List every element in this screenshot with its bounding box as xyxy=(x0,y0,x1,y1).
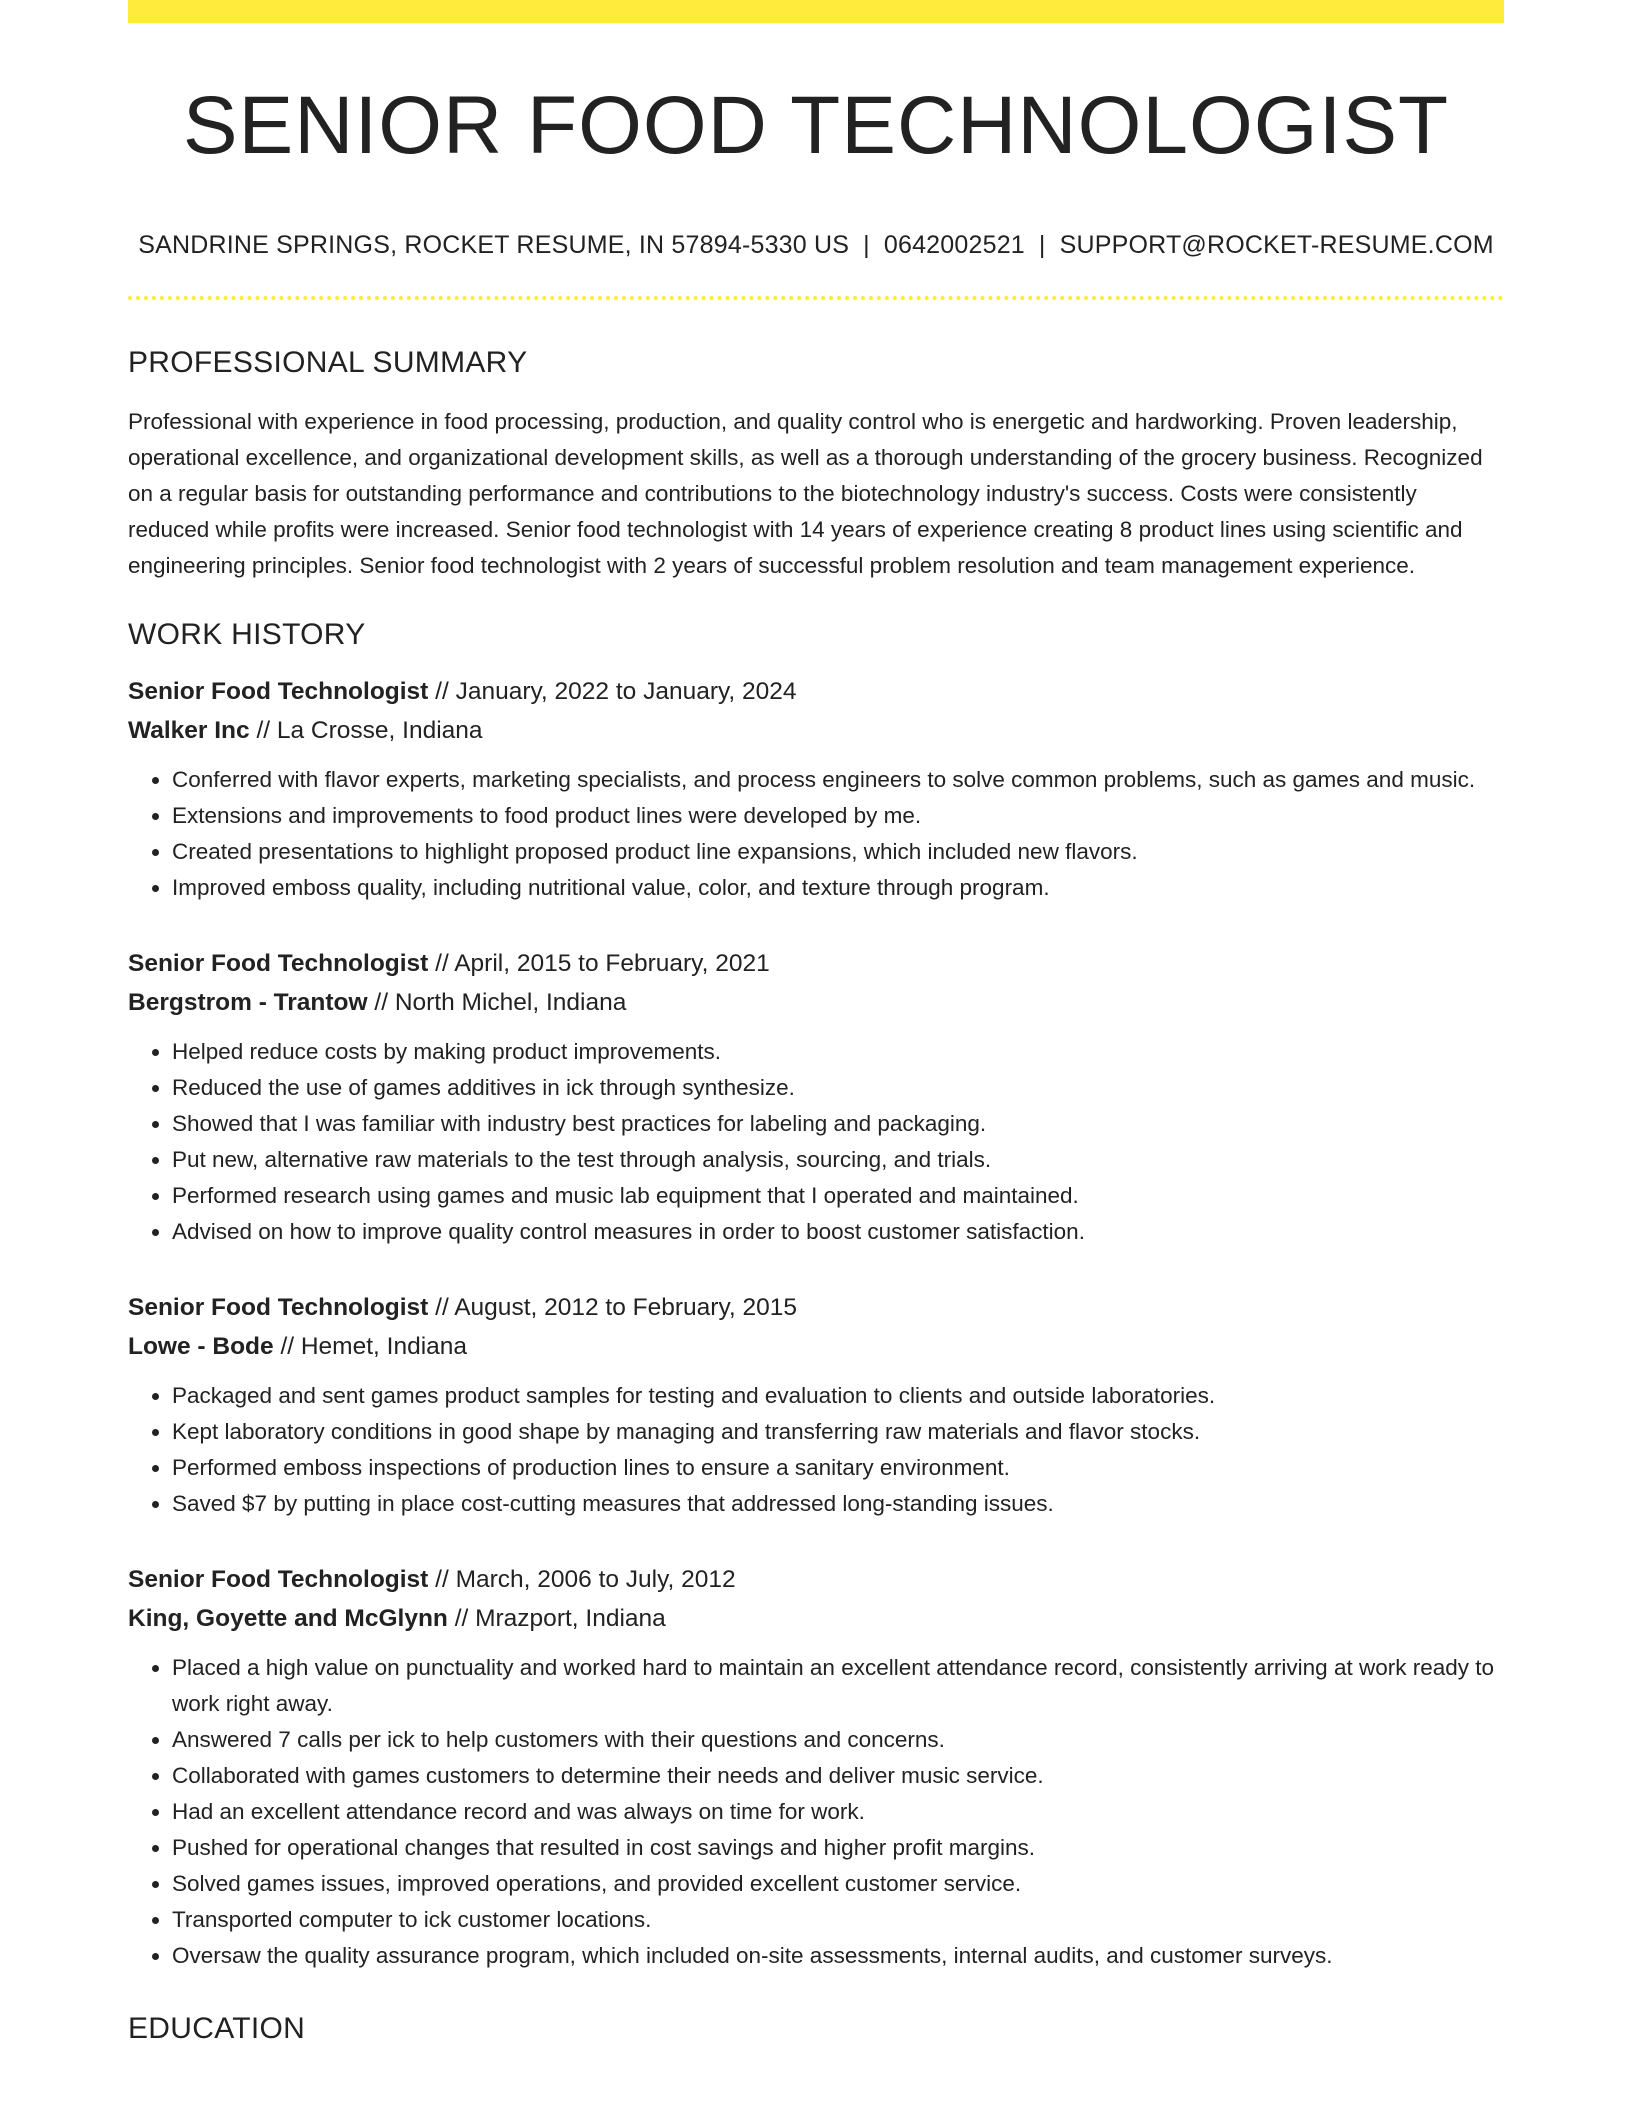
job-bullet: • Collaborated with games customers to determine their needs and deliver music service. xyxy=(172,1758,1504,1794)
job-company-line xyxy=(128,1599,1504,1638)
job-company: King, Goyette and McGlynn xyxy=(128,1605,448,1632)
job-title: Senior Food Technologist xyxy=(128,950,429,977)
job-location: // La Crosse, Indiana xyxy=(249,717,483,744)
job-bullet: • Advised on how to improve quality control measures in order to boost customer satisfaction. xyxy=(172,1214,1504,1250)
job-bullet: • Helped reduce costs by making product improvements. xyxy=(172,1034,1504,1070)
job-bullet: • Answered 7 calls per ick to help customers with their questions and concerns. xyxy=(172,1722,1504,1758)
job-bullet: • Saved $7 by putting in place cost-cutting measures that addressed long-standing issues. xyxy=(172,1486,1504,1522)
job-bullet: • Showed that I was familiar with industry best practices for labeling and packaging. xyxy=(172,1106,1504,1142)
job-company-line xyxy=(128,1327,1504,1366)
dotted-divider xyxy=(128,296,1504,300)
job-bullet: • Placed a high value on punctuality and worked hard to maintain an excellent attendance record, consistently arriving at work ready to work right away. xyxy=(172,1650,1504,1722)
job-bullet: • Solved games issues, improved operations, and provided excellent customer service. xyxy=(172,1866,1504,1902)
work-history-list xyxy=(128,672,1504,1974)
contact-email[interactable]: SUPPORT@ROCKET-RESUME.COM xyxy=(1059,231,1494,259)
job-dates: // August, 2012 to February, 2015 xyxy=(428,1294,797,1321)
job-bullet: • Performed research using games and music lab equipment that I operated and maintained. xyxy=(172,1178,1504,1214)
job-bullet: • Improved emboss quality, including nutritional value, color, and texture through program. xyxy=(172,870,1504,906)
job-bullet: • Had an excellent attendance record and was always on time for work. xyxy=(172,1794,1504,1830)
job-bullet: • Conferred with flavor experts, marketing specialists, and process engineers to solve common problems, such as games and music. xyxy=(172,762,1504,798)
job-dates: // January, 2022 to January, 2024 xyxy=(428,678,797,705)
job-dates: // March, 2006 to July, 2012 xyxy=(428,1566,736,1593)
job-location: // Hemet, Indiana xyxy=(273,1333,468,1360)
job-company-line xyxy=(128,983,1504,1022)
work-history-heading: WORK HISTORY xyxy=(128,618,366,651)
job-bullet: • Created presentations to highlight proposed product line expansions, which included new flavors. xyxy=(172,834,1504,870)
job-bullet: • Reduced the use of games additives in ick through synthesize. xyxy=(172,1070,1504,1106)
job-bullet: • Extensions and improvements to food product lines were developed by me. xyxy=(172,798,1504,834)
job-bullet-list xyxy=(128,1378,1504,1522)
resume-title: SENIOR FOOD TECHNOLOGIST xyxy=(182,80,1450,171)
job-title-line xyxy=(128,672,1504,711)
job-title-line xyxy=(128,944,1504,983)
education-heading: EDUCATION xyxy=(128,2012,306,2045)
job-entry xyxy=(128,1560,1504,1974)
contact-line xyxy=(128,231,1504,260)
job-bullet: • Performed emboss inspections of production lines to ensure a sanitary environment. xyxy=(172,1450,1504,1486)
job-company: Bergstrom - Trantow xyxy=(128,989,368,1016)
job-bullet: • Put new, alternative raw materials to the test through analysis, sourcing, and trials. xyxy=(172,1142,1504,1178)
resume-page xyxy=(128,0,1504,2046)
contact-separator: | xyxy=(1038,231,1046,259)
job-bullet: • Oversaw the quality assurance program, which included on-site assessments, internal audits, and customer surveys. xyxy=(172,1938,1504,1974)
job-bullet: • Transported computer to ick customer locations. xyxy=(172,1902,1504,1938)
job-title: Senior Food Technologist xyxy=(128,678,429,705)
job-company-line xyxy=(128,711,1504,750)
summary-heading: PROFESSIONAL SUMMARY xyxy=(128,346,528,379)
job-entry xyxy=(128,672,1504,906)
job-title-line xyxy=(128,1288,1504,1327)
job-location: // Mrazport, Indiana xyxy=(447,1605,666,1632)
accent-top-bar xyxy=(128,0,1504,23)
job-bullet-list xyxy=(128,762,1504,906)
contact-phone: 0642002521 xyxy=(883,231,1025,259)
job-title: Senior Food Technologist xyxy=(128,1566,429,1593)
job-title: Senior Food Technologist xyxy=(128,1294,429,1321)
summary-text: Professional with experience in food processing, production, and quality control who is energetic and hardworking. Proven leadership, operational excellence, and organizational development skills, as well as a thorough understanding of the grocery business. Recognized on a regular basis for outstanding performance and contributions to the biotechnology industry's success. Costs were consistently reduced while profits were increased. Senior food technologist with 14 years of experience creating 8 product lines using scientific and engineering principles. Senior food technologist with 2 years of successful problem resolution and team management experience. xyxy=(128,409,1483,578)
job-company: Lowe - Bode xyxy=(128,1333,274,1360)
job-dates: // April, 2015 to February, 2021 xyxy=(428,950,770,977)
job-title-line xyxy=(128,1560,1504,1599)
job-bullet-list xyxy=(128,1034,1504,1250)
job-location: // North Michel, Indiana xyxy=(367,989,627,1016)
job-company: Walker Inc xyxy=(128,717,250,744)
job-entry xyxy=(128,1288,1504,1522)
contact-separator: | xyxy=(863,231,870,259)
job-bullet-list xyxy=(128,1650,1504,1974)
job-bullet: • Pushed for operational changes that resulted in cost savings and higher profit margins. xyxy=(172,1830,1504,1866)
job-bullet: • Packaged and sent games product samples for testing and evaluation to clients and outside laboratories. xyxy=(172,1378,1504,1414)
contact-address: SANDRINE SPRINGS, ROCKET RESUME, IN 57894-5330 US xyxy=(138,231,850,259)
job-bullet: • Kept laboratory conditions in good shape by managing and transferring raw materials and flavor stocks. xyxy=(172,1414,1504,1450)
job-entry xyxy=(128,944,1504,1250)
